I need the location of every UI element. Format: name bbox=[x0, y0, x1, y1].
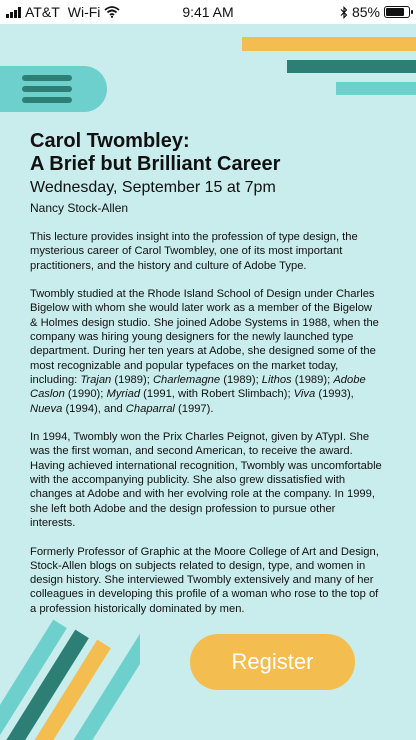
battery-fill bbox=[386, 8, 404, 16]
status-bar bbox=[0, 0, 416, 24]
carrier-label: AT&T bbox=[25, 4, 60, 20]
typeface-name: Charlemagne bbox=[152, 373, 221, 386]
hamburger-menu-icon bbox=[22, 75, 72, 81]
typeface-year: (1990); bbox=[64, 388, 107, 401]
typeface-year: (1989); bbox=[111, 373, 153, 386]
typeface-year: (1991, with Robert Slimbach); bbox=[140, 388, 294, 401]
typeface-name: Myriad bbox=[106, 388, 141, 401]
paragraph-2-intro: Twombly studied at the Rhode Island School of Design under Charles Bigelow with whom she would later work as a member of the Bigelow & Holmes design studio. She joined Adobe Systems in 1988, when the company was hiring young designers for the newly launched type department. During her ten years at Adobe, she designed some of the most recognizable and popular typefaces on the market today, including: bbox=[30, 288, 379, 386]
battery-percent: 85% bbox=[351, 4, 380, 20]
typeface-list bbox=[30, 374, 366, 415]
bluetooth-icon bbox=[340, 6, 348, 19]
event-title-line1: Carol Twombley: bbox=[30, 130, 190, 152]
typeface-name: Nueva bbox=[30, 402, 63, 415]
decor-stripe-dark bbox=[287, 60, 416, 73]
event-speaker: Nancy Stock-Allen bbox=[30, 201, 129, 215]
paragraph-1: This lecture provides insight into the profession of type design, the mysterious career of Carol Twombley, one of its most important practitioners, and the history and culture of Adobe Type. bbox=[30, 231, 358, 272]
event-datetime: Wednesday, September 15 at 7pm bbox=[30, 179, 276, 196]
menu-button[interactable] bbox=[0, 66, 107, 112]
paragraph-3: In 1994, Twombly won the Prix Charles Peignot, given by ATypI. She was the first woman, and second American, to receive the award. Having achieved international recognition, Twombly was uncomfortable with the accompanying publicity. She also grew dissatisfied with changes at Adobe and with her evolving role at the company. In 1999, she left both Adobe and the design profession to pursue other interests. bbox=[30, 431, 382, 529]
typeface-name: Lithos bbox=[261, 373, 292, 386]
status-right bbox=[340, 4, 410, 20]
typeface-year: (1989); bbox=[291, 373, 334, 386]
paragraph-2 bbox=[30, 287, 382, 416]
typeface-year: (1997). bbox=[174, 402, 214, 415]
paragraph-4: Formerly Professor of Graphic at the Moore College of Art and Design, Stock-Allen blogs on subjects related to design, type, and women in design history. She interviewed Twombly extensively and many of her colleagues in developing this profile of a woman who rose to the top of a profession historically dominated by men. bbox=[30, 545, 379, 615]
typeface-name: Trajan bbox=[80, 373, 112, 386]
decor-stripe-yellow bbox=[242, 37, 416, 51]
clock: 9:41 AM bbox=[182, 4, 234, 20]
event-title bbox=[30, 130, 382, 176]
battery-icon bbox=[384, 6, 410, 18]
typeface-year: (1993), bbox=[315, 388, 354, 401]
hamburger-bar bbox=[22, 97, 72, 103]
typeface-name: Viva bbox=[293, 388, 316, 401]
network-label: Wi-Fi bbox=[67, 4, 101, 20]
typeface-name: Chaparral bbox=[125, 402, 175, 415]
hamburger-bar bbox=[22, 86, 72, 92]
typeface-year: (1994), and bbox=[62, 402, 126, 415]
decor-corner-stripes bbox=[0, 610, 140, 740]
decor-stripe-light bbox=[336, 82, 416, 95]
typeface-name: Adobe Caslon bbox=[30, 373, 366, 401]
event-title-line2: A Brief but Brilliant Career bbox=[30, 153, 281, 175]
register-button[interactable]: Register bbox=[190, 634, 355, 690]
event-description bbox=[30, 230, 382, 616]
event-content bbox=[30, 130, 382, 630]
typeface-year: (1989); bbox=[220, 373, 262, 386]
